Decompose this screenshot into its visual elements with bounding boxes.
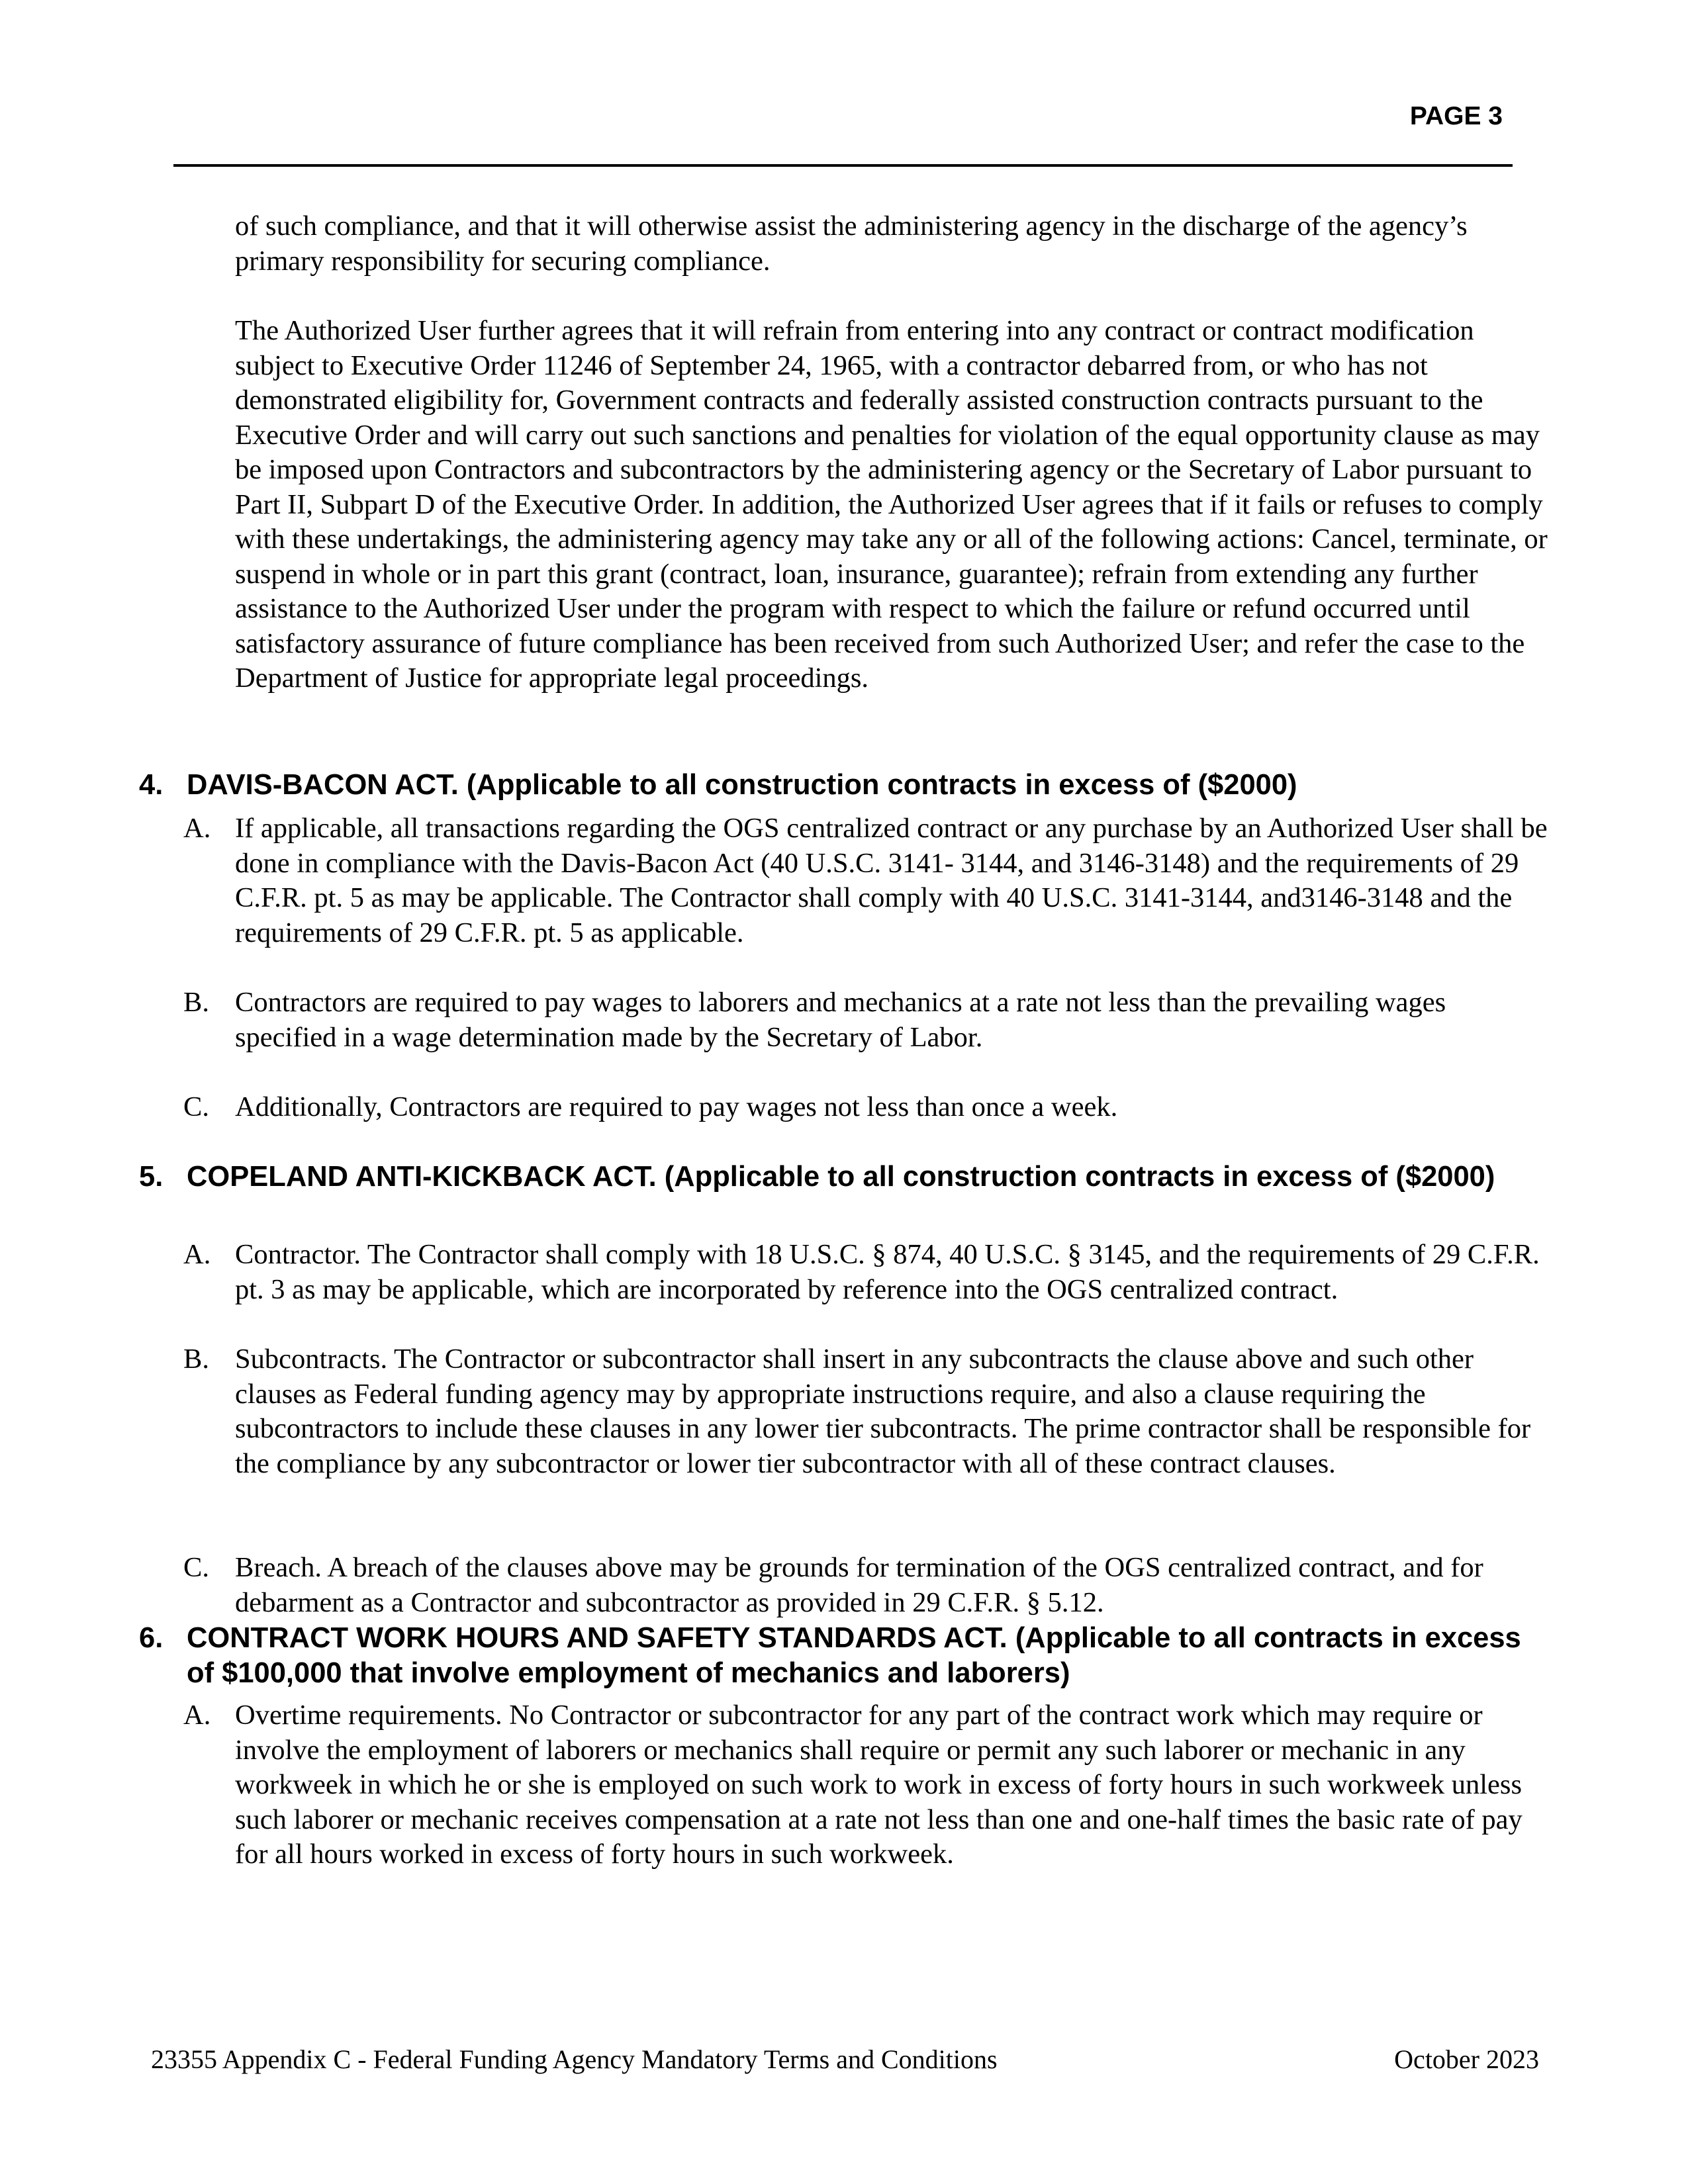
- footer-date: October 2023: [1394, 2044, 1539, 2074]
- list-item: [183, 1342, 1552, 1481]
- section-heading-contract-work-hours: [139, 1621, 1529, 1690]
- item-text: Contractors are required to pay wages to laborers and mechanics at a rate not less than the prevailing wages specified in a wage determination made by the Secretary of Labor.: [235, 987, 1446, 1053]
- item-text: Breach. A breach of the clauses above may be grounds for termination of the OGS centralized contract, and for debarment as a Contractor and subcontractor as provided in 29 C.F.R. § 5.12.: [235, 1552, 1483, 1618]
- item-letter: C.: [183, 1091, 209, 1122]
- item-text: Overtime requirements. No Contractor or subcontractor for any part of the contract work which may require or involve the employment of laborers or mechanics shall require or permit any such laborer or mechanic in any workweek in which he or she is employed on such work to work in excess of forty hours in such workweek unless such laborer or mechanic receives compensation at a rate not less than one and one-half times the basic rate of pay for all hours worked in excess of forty hours in such workweek.: [235, 1700, 1523, 1870]
- section-title: DAVIS-BACON ACT. (Applicable to all construction contracts in excess of ($2000): [187, 769, 1297, 801]
- item-letter: B.: [183, 1343, 209, 1375]
- item-text: Contractor. The Contractor shall comply with 18 U.S.C. § 874, 40 U.S.C. § 3145, and the requirements of 29 C.F.R. pt. 3 as may be applicable, which are incorporated by reference into the OGS centralized contract.: [235, 1239, 1540, 1305]
- item-text: If applicable, all transactions regarding the OGS centralized contract or any purchase by an Authorized User shall be done in compliance with the Davis-Bacon Act (40 U.S.C. 3141- 3144, and 3146-3148) and the requirements of 29 C.F.R. pt. 5 as may be applicable. The Contractor shall comply with 40 U.S.C. 3141-3144, and3146-3148 and the requirements of 29 C.F.R. pt. 5 as applicable.: [235, 813, 1548, 948]
- footer-document-title: 23355 Appendix C - Federal Funding Agency Mandatory Terms and Conditions: [151, 2044, 998, 2074]
- continued-paragraph: of such compliance, and that it will otherwise assist the administering agency in the discharge of the agency’s primary responsibility for securing compliance.: [235, 210, 1468, 277]
- item-text: Additionally, Contractors are required to pay wages not less than once a week.: [235, 1091, 1118, 1122]
- item-text: Subcontracts. The Contractor or subcontractor shall insert in any subcontracts the clause above and such other clauses as Federal funding agency may by appropriate instructions require, and also a clause requiring the subcontractors to include these clauses in any lower tier subcontracts. The prime contractor shall be responsible for the compliance by any subcontractor or lower tier subcontractor with all of these contract clauses.: [235, 1343, 1531, 1479]
- section-title: CONTRACT WORK HOURS AND SAFETY STANDARDS ACT. (Applicable to all contracts in excess of $100,000 that involve employment of mechanics and laborers): [187, 1622, 1521, 1689]
- section-number: 6.: [139, 1622, 164, 1654]
- list-item: [183, 811, 1552, 950]
- authorized-user-paragraph: The Authorized User further agrees that it will refrain from entering into any contract or contract modification subject to Executive Order 11246 of September 24, 1965, with a contractor debarred from, or who has not demonstrated eligibility for, Government contracts and federally assisted construction contracts pursuant to the Executive Order and will carry out such sanctions and penalties for violation of the equal opportunity clause as may be imposed upon Contractors and subcontractors by the administering agency or the Secretary of Labor pursuant to Part II, Subpart D of the Executive Order. In addition, the Authorized User agrees that if it fails or refuses to comply with these undertakings, the administering agency may take any or all of the following actions: Cancel, terminate, or suspend in whole or in part this grant (contract, loan, insurance, guarantee); refrain from extending any further assistance to the Authorized User under the program with respect to which the failure or refund occurred until satisfactory assurance of future compliance has been received from such Authorized User; and refer the case to the Department of Justice for appropriate legal proceedings.: [235, 315, 1548, 694]
- list-item: [183, 1090, 1552, 1125]
- item-letter: B.: [183, 987, 209, 1018]
- section-title: COPELAND ANTI-KICKBACK ACT. (Applicable to all construction contracts in excess of ($2000): [187, 1161, 1495, 1193]
- item-letter: A.: [183, 813, 211, 844]
- list-item: [183, 1551, 1552, 1620]
- section-number: 4.: [139, 769, 164, 801]
- item-letter: A.: [183, 1239, 211, 1270]
- list-item: [183, 1698, 1552, 1872]
- list-item: [183, 1238, 1552, 1307]
- page-number-label: PAGE 3: [1409, 102, 1503, 130]
- section-heading-davis-bacon: [139, 768, 1529, 803]
- list-item: [183, 985, 1552, 1055]
- section-number: 5.: [139, 1161, 164, 1193]
- header-divider: [173, 164, 1513, 167]
- item-letter: A.: [183, 1700, 211, 1731]
- section-heading-copeland: [139, 1160, 1529, 1195]
- item-letter: C.: [183, 1552, 209, 1583]
